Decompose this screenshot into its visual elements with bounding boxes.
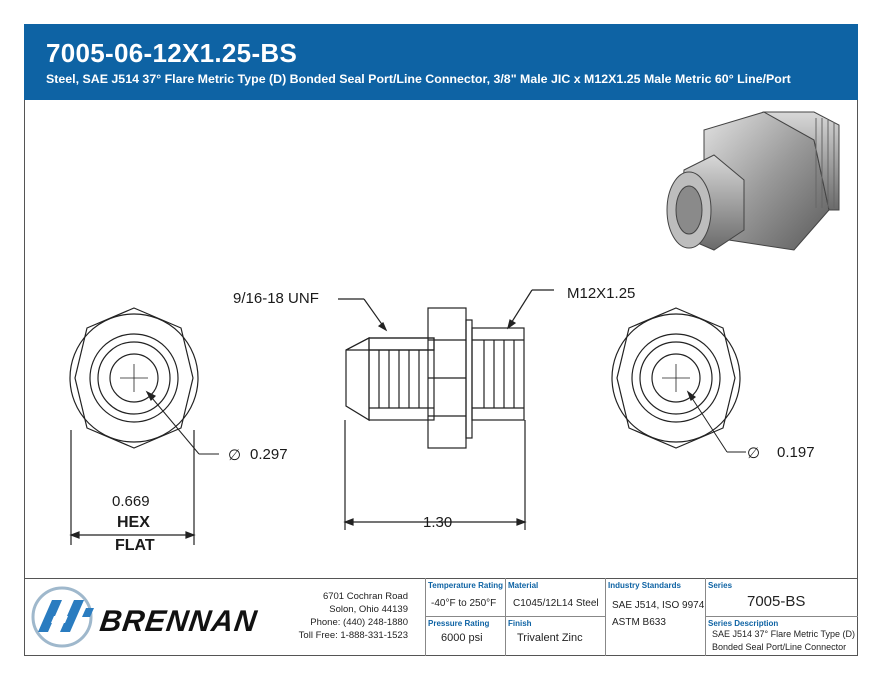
brand-wordmark: BRENNAN [97, 605, 260, 638]
series-description-line-1: SAE J514 37° Flare Metric Type (D) [712, 629, 855, 639]
footer-divider-left [425, 616, 605, 617]
series-description-line-2: Bonded Seal Port/Line Connector [712, 642, 847, 652]
right-end-view [612, 308, 746, 452]
finish-value: Trivalent Zinc [517, 632, 583, 644]
phone-number: Phone: (440) 248-1880 [310, 617, 408, 628]
address-line-1: 6701 Cochran Road [322, 591, 408, 602]
standards-label: Industry Standards [608, 581, 681, 590]
hex-size-value: 0.669 [112, 493, 150, 510]
finish-label: Finish [508, 619, 532, 628]
address-line-2: Solon, Ohio 44139 [329, 604, 408, 615]
series-value: 7005-BS [747, 593, 806, 610]
pressure-value: 6000 psi [441, 632, 483, 644]
material-value: C1045/12L14 Steel [513, 598, 599, 609]
brennan-logo-icon [30, 586, 100, 648]
left-diameter-value: 0.297 [250, 446, 288, 463]
temperature-label: Temperature Rating [428, 581, 503, 590]
temperature-value: -40°F to 250°F [431, 598, 497, 609]
left-diameter-symbol: ∅ [228, 447, 242, 464]
standards-value-2: ASTM B633 [612, 617, 666, 628]
toll-free-number: Toll Free: 1-888-331-1523 [298, 630, 408, 641]
footer-divider-right [705, 616, 858, 617]
right-diameter-symbol: ∅ [747, 445, 761, 462]
title-banner [24, 24, 858, 100]
right-diameter-value: 0.197 [777, 444, 815, 461]
pressure-label: Pressure Rating [428, 619, 490, 628]
hex-label: HEX [117, 514, 150, 531]
material-label: Material [508, 581, 539, 590]
flat-label: FLAT [115, 537, 155, 554]
standards-value-1: SAE J514, ISO 9974 [612, 600, 705, 611]
fitting-side-view [338, 290, 554, 530]
fitting-3d-render [667, 112, 839, 250]
thread-right-label: M12X1.25 [567, 285, 636, 302]
series-label: Series [708, 581, 733, 590]
thread-left-label: 9/16-18 UNF [233, 290, 319, 307]
series-description-label: Series Description [708, 619, 779, 628]
part-description: Steel, SAE J514 37° Flare Metric Type (D) Bonded Seal Port/Line Connector, 3/8" Male JIC x M12X1.25 Male Metric 60° Line/Port [46, 72, 791, 86]
part-number-title: 7005-06-12X1.25-BS [46, 38, 298, 68]
length-value: 1.30 [423, 514, 453, 531]
